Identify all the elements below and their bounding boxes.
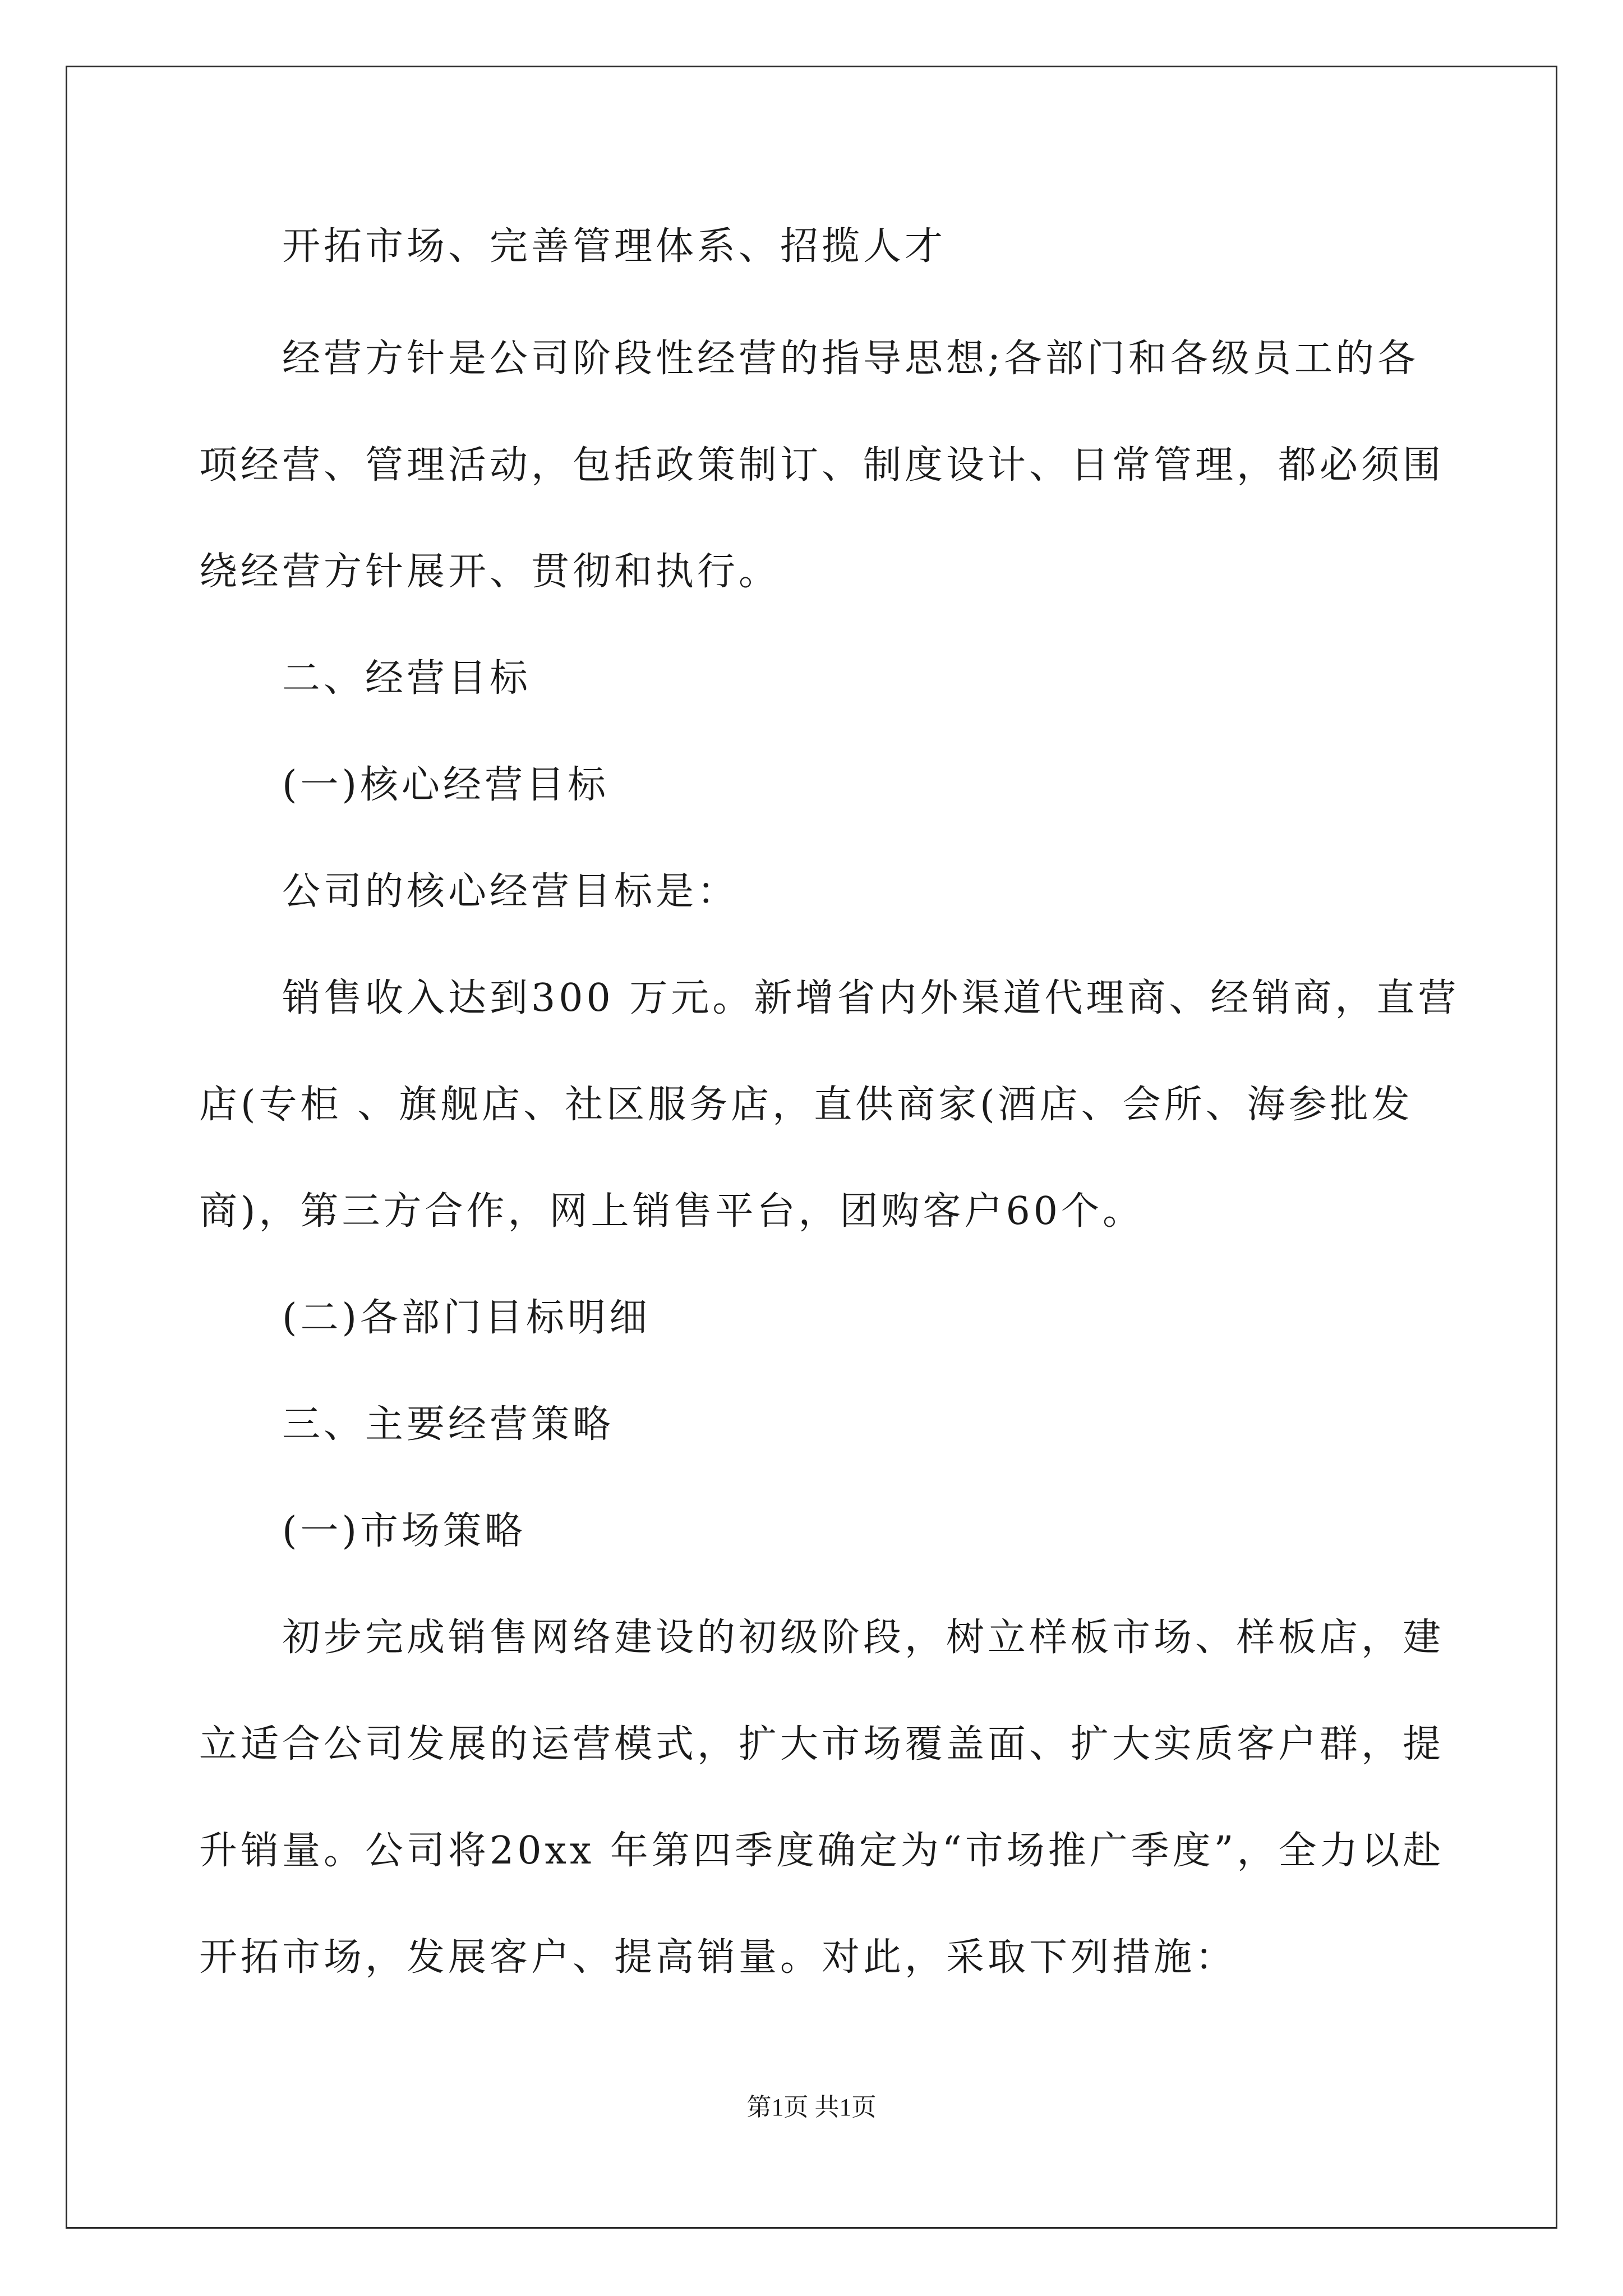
page-footer: 第1页 共1页: [746, 2093, 877, 2121]
section-heading: 三、主要经营策略: [282, 1402, 615, 1447]
section-heading: 二、经营目标: [282, 656, 532, 701]
subsection-heading: (一)市场策略: [282, 1509, 527, 1553]
paragraph-line: 立适合公司发展的运营模式，扩大市场覆盖面、扩大实质客户群，提: [199, 1722, 1445, 1766]
paragraph-line: 商)，第三方合作，网上销售平台，团购客户60个。: [199, 1189, 1145, 1234]
paragraph-line: 绕经营方针展开、贯彻和执行。: [199, 550, 781, 594]
paragraph-line: 初步完成销售网络建设的初级阶段，树立样板市场、样板店，建: [282, 1616, 1445, 1660]
subsection-heading: (二)各部门目标明细: [282, 1296, 651, 1340]
subsection-heading: (一)核心经营目标: [282, 763, 610, 807]
paragraph-line: 销售收入达到300 万元。新增省内外渠道代理商、经销商，直营: [282, 976, 1460, 1020]
paragraph-line: 公司的核心经营目标是：: [282, 869, 739, 914]
paragraph-line: 项经营、管理活动，包括政策制订、制度设计、日常管理，都必须围: [199, 443, 1445, 487]
paragraph-line: 开拓市场、完善管理体系、招揽人才: [282, 224, 947, 269]
page-border: [66, 66, 1557, 2229]
paragraph-line: 升销量。公司将20xx 年第四季度确定为“市场推广季度”，全力以赴: [199, 1829, 1445, 1873]
paragraph-line: 经营方针是公司阶段性经营的指导思想;各部门和各级员工的各: [282, 337, 1419, 381]
paragraph-line: 开拓市场，发展客户、提高销量。对此，采取下列措施：: [199, 1935, 1237, 1980]
paragraph-line: 店(专柜 、旗舰店、社区服务店，直供商家(酒店、会所、海参批发: [199, 1083, 1413, 1127]
